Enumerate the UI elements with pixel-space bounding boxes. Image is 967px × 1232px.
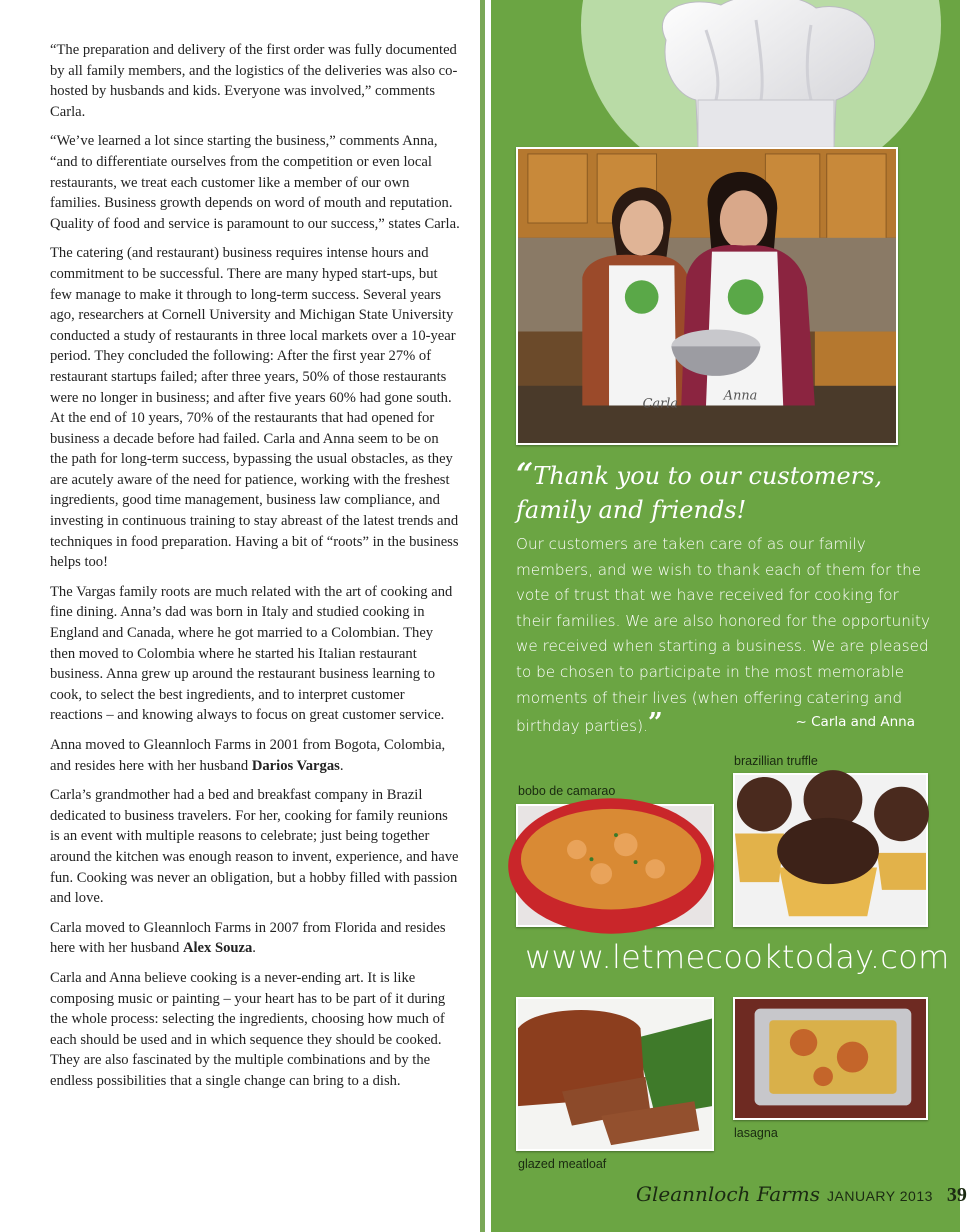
column-divider	[480, 0, 485, 1232]
caption-bobo: bobo de camarao	[518, 784, 616, 798]
article-paragraph: The catering (and restaurant) business requires intense hours and commitment to be successful. There are many hyped start-ups, but few manage to make it through to long-term success. Several years ago, researchers at Cornell University and Michigan State University conducted a study of restaurants in three local markets over a 10-year period. They concluded the following: After the first year 27% of restaurant startups failed; after three years, 50% of those restaurants were no longer in business; and after five years 60% had gone south. At the end of 10 years, 70% of the restaurants that had opened for business a decade before had failed. Carla and Anna seem to be on the path for long-term success, bypassing the usual obstacles, as they are acutely aware of the need for patience, working with the freshest ingredients, good time management, business law compliance, and investing in continuous training to stay abreast of the latest trends and techniques in food preparation. Having a bit of “roots” in the business helps too!	[50, 245, 459, 571]
paragraph-text: Carla moved to Gleannloch Farms in 2007 from Florida and resides here with her husband	[50, 919, 446, 957]
article-paragraph: Carla’s grandmother had a bed and breakfast company in Brazil dedicated to business travelers. For her, cooking for family reunions is an event with multiple reasons to celebrate; just being together around the kitchen was enough reason to invent, experience, and have fun. Cooking was never an obligation, but a hobby filled with passion and love.	[50, 787, 459, 907]
husband-name: Darios Vargas	[251, 757, 340, 774]
article-paragraph: Anna moved to Gleannloch Farms in 2001 from Bogota, Colombia, and resides here with her husband Darios Vargas.	[50, 737, 446, 774]
chef-hat-icon	[646, 0, 886, 150]
owners-photo-image	[518, 149, 896, 443]
article-paragraph: “We’ve learned a lot since starting the business,” comments Anna, “and to differentiate ourselves from the competition or even local restaurants, we treat each customer like a member of our own families. Business growth depends on word of mouth and reputation. Quality of food and service is paramount to our success,” states Carla.	[50, 133, 460, 232]
page-footer	[636, 1182, 967, 1207]
sidebar-panel	[491, 0, 967, 1232]
quote-body-text: Our customers are taken care of as our family members, and we wish to thank each of them for the vote of trust that we have received for cooking for their families. We are also honored for the opportunity we received when starting a business. We are pleased to be chosen to participate in the most memorable moments of their lives (when offering catering and birthday parties).	[516, 535, 930, 736]
quote-title-text: Thank you to our customers, family and friends!	[516, 462, 883, 524]
owners-photo	[516, 147, 898, 445]
article-paragraph: “The preparation and delivery of the first order was fully documented by all family members, and the logistics of the deliveries was also co-hosted by husbands and kids. Everyone was involved,” comments Carla.	[50, 42, 458, 120]
husband-name: Alex Souza	[182, 940, 253, 957]
lasagna-photo	[733, 997, 928, 1120]
paragraph-text: Anna moved to Gleannloch Farms in 2001 from Bogota, Colombia, and resides here with her husband	[50, 737, 446, 774]
article-body	[50, 40, 460, 1101]
website-url[interactable]: www.letmecooktoday.com	[525, 938, 950, 976]
truffle-image	[735, 775, 926, 925]
meatloaf-image	[518, 999, 712, 1149]
lasagna-image	[735, 999, 926, 1118]
close-quote-icon: ”	[647, 708, 663, 739]
article-paragraph: Carla moved to Gleannloch Farms in 2007 from Florida and resides here with her husband Alex Souza.	[50, 919, 446, 957]
quote-body	[516, 532, 936, 740]
page-number: 39	[946, 1184, 967, 1206]
article-paragraph: The Vargas family roots are much related with the art of cooking and fine dining. Anna’s dad was born in Italy and studied cooking in England and Canada, where he got married to a Colombian. They then moved to Colombia where he started his Italian restaurant business. Anna grew up around the restaurant business learning to cook, to select the best ingredients, and to interpret customer reactions – and knowing always to focus on great customer service.	[50, 583, 453, 724]
quote-title	[516, 458, 946, 527]
apron-name-anna: Anna	[723, 388, 758, 404]
caption-lasagna: lasagna	[734, 1126, 778, 1140]
open-quote-icon: “	[516, 457, 534, 492]
meatloaf-photo	[516, 997, 714, 1151]
article-paragraph: Carla and Anna believe cooking is a never-ending art. It is like composing music or painting – your heart has to be part of it during the whole process: selecting the ingredients, choosing how much of each should be used and in which sequence they should be cooked. They are also fascinated by the multiple combinations and by the endless possibilities that a single change can bring to a dish.	[50, 969, 446, 1089]
quote-signature: ~ Carla and Anna	[795, 714, 915, 730]
caption-meatloaf: glazed meatloaf	[518, 1157, 607, 1171]
bobo-image	[518, 806, 712, 925]
issue-date: JANUARY 2013	[827, 1188, 933, 1204]
bobo-photo	[516, 804, 714, 927]
caption-truffle: brazillian truffle	[734, 754, 818, 768]
magazine-name: Gleannloch Farms	[636, 1182, 821, 1206]
truffle-photo	[733, 773, 928, 927]
apron-name-carla: Carla	[642, 396, 679, 412]
